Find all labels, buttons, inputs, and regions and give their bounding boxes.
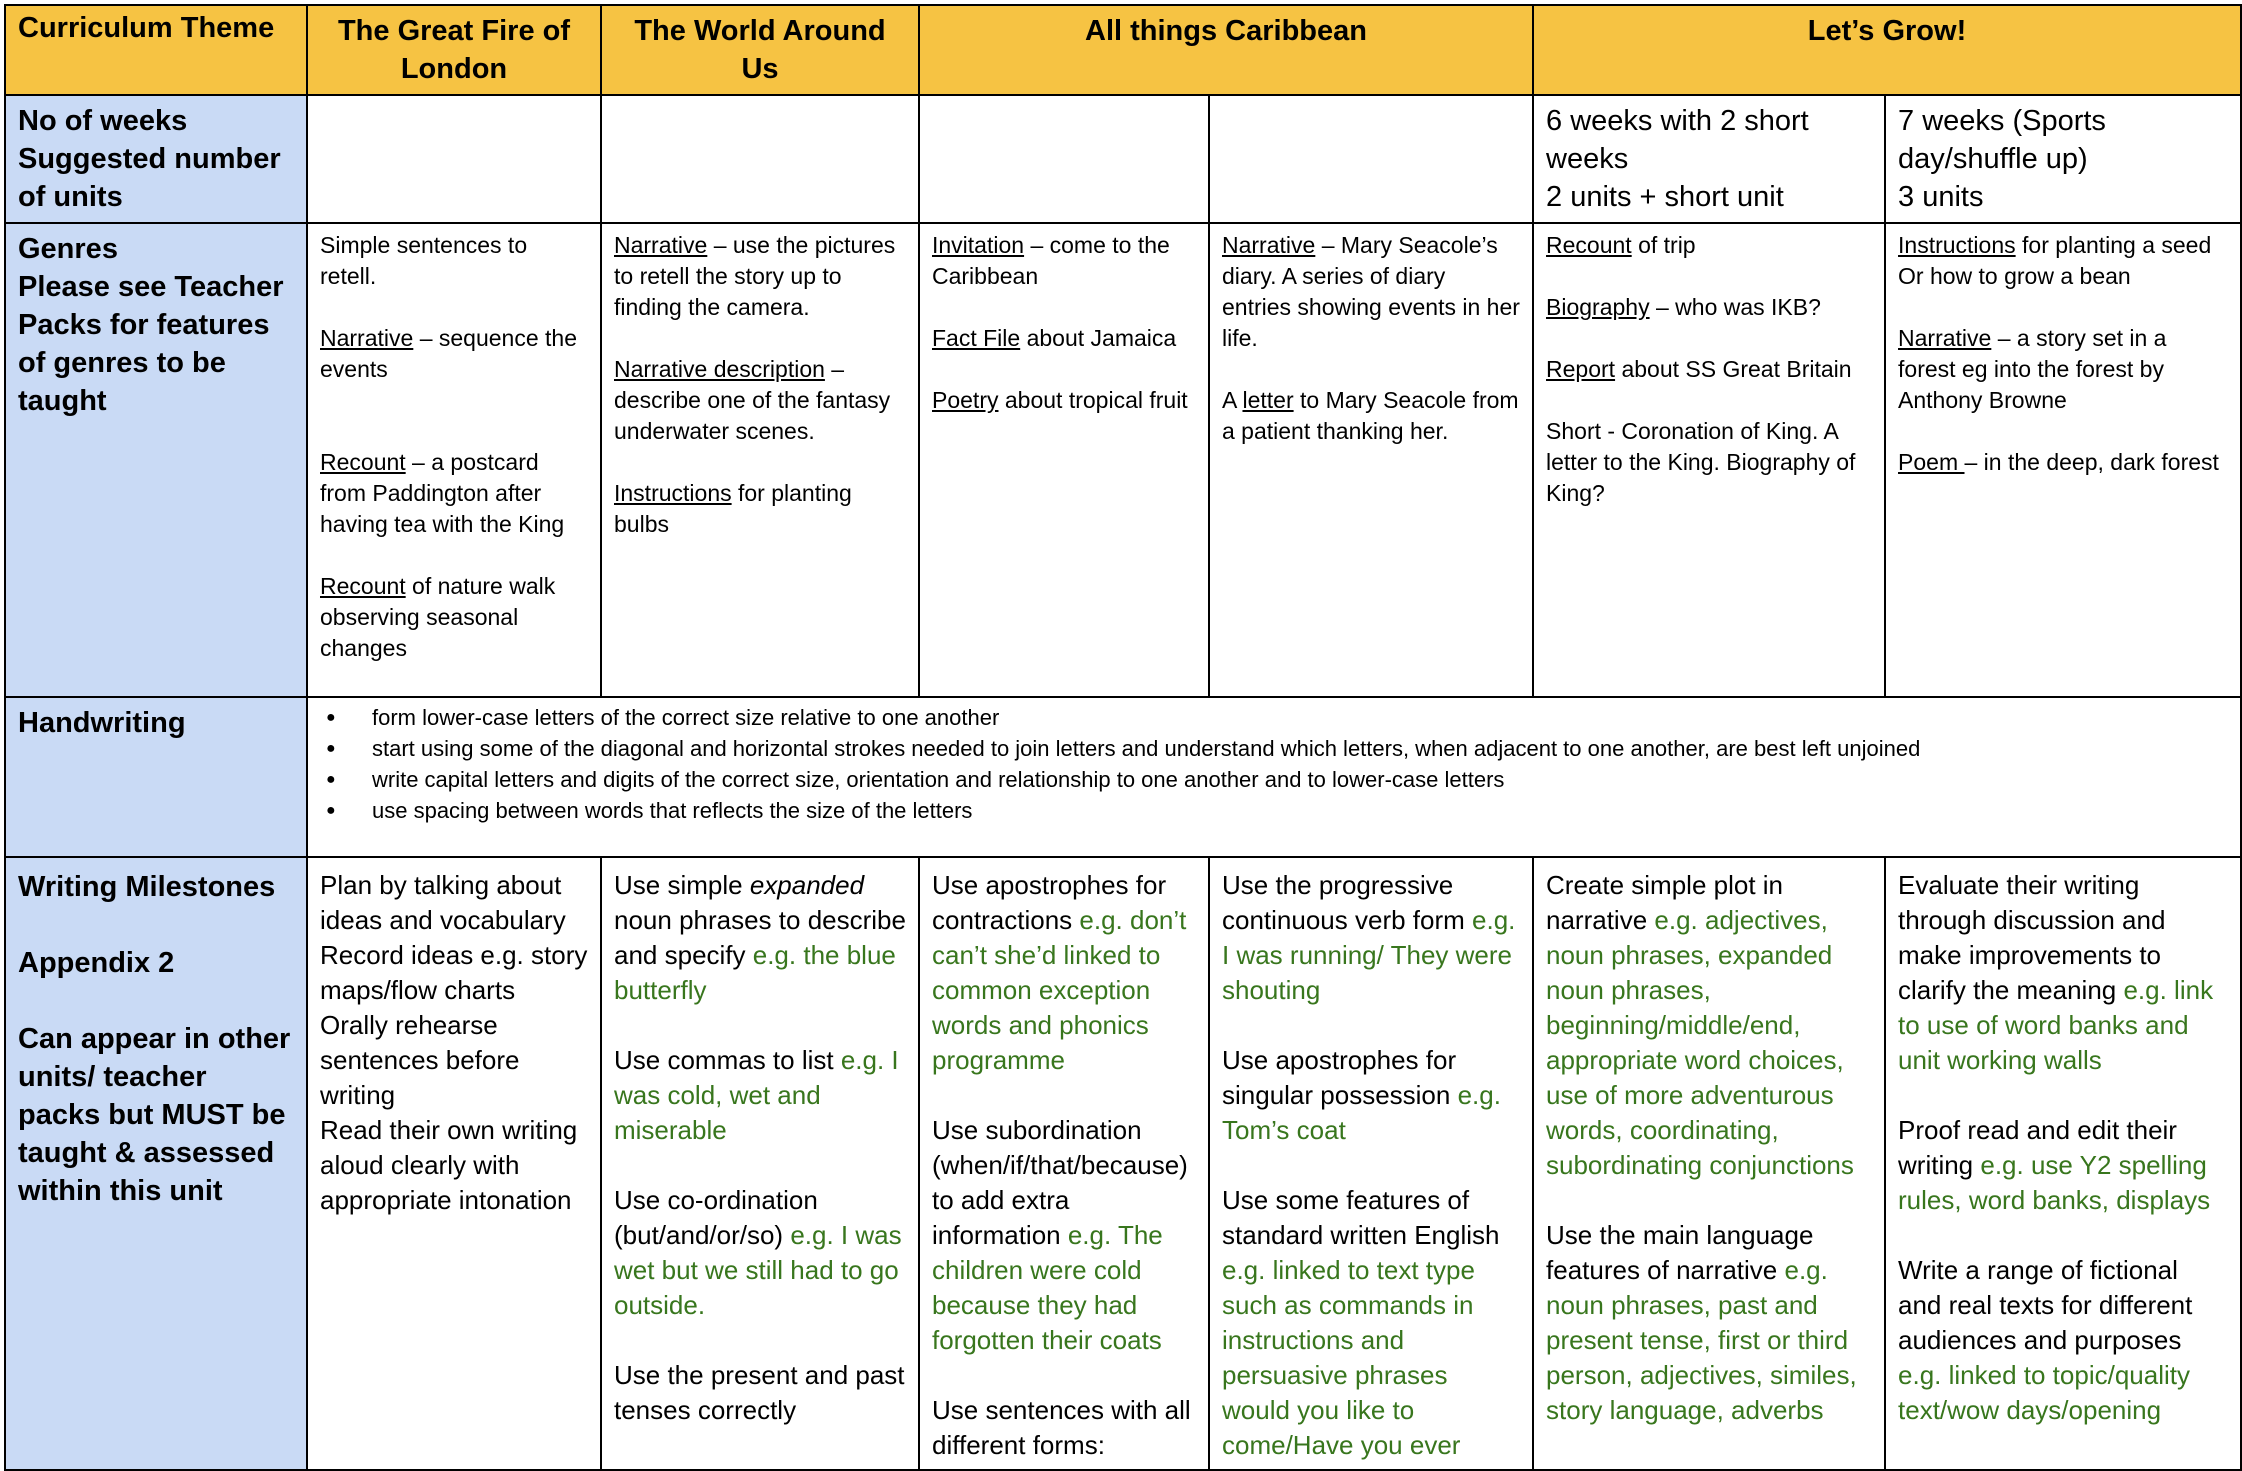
milestone-line: Use some features of standard written English e.g. linked to text type such as commands in instructions and persuasive phrases would you like to come/Have you ever bbox=[1222, 1185, 1500, 1460]
genres-label: Genres Please see Teacher Packs for features of genres to be taught bbox=[5, 223, 307, 697]
header-curriculum-theme: Curriculum Theme bbox=[5, 5, 307, 95]
genre-line: Recount of trip bbox=[1546, 232, 1696, 258]
milestone-line: Use the present and past tenses correctly bbox=[614, 1360, 905, 1425]
milestones-cell-lets-grow-2 bbox=[1885, 857, 2241, 1470]
milestone-line: Use sentences with all different forms: bbox=[932, 1395, 1191, 1460]
milestone-line: Use commas to list e.g. I was cold, wet and miserable bbox=[614, 1045, 899, 1145]
milestones-cell-caribbean-2 bbox=[1209, 857, 1533, 1470]
milestone-line: Use apostrophes for singular possession e.g. Tom’s coat bbox=[1222, 1045, 1501, 1145]
milestones-cell-caribbean-1 bbox=[919, 857, 1209, 1470]
genre-line: Poem – in the deep, dark forest bbox=[1898, 449, 2219, 475]
genre-line: Narrative – sequence the events bbox=[320, 325, 577, 382]
genre-line: Narrative – Mary Seacole’s diary. A series of diary entries showing events in her life. bbox=[1222, 232, 1520, 351]
weeks-cell bbox=[919, 95, 1209, 223]
milestone-line: Create simple plot in narrative e.g. adjectives, noun phrases, expanded noun phrases, beginning/middle/end, appropriate word choices, use of more adventurous words, coordinating, subordinating conjunctions bbox=[1546, 870, 1854, 1180]
genres-cell-caribbean-2 bbox=[1209, 223, 1533, 697]
weeks-cell bbox=[601, 95, 919, 223]
header-world-around-us: The World Around Us bbox=[601, 5, 919, 95]
milestones-cell-lets-grow-1 bbox=[1533, 857, 1885, 1470]
genre-line: Biography – who was IKB? bbox=[1546, 294, 1821, 320]
handwriting-list bbox=[320, 702, 2228, 826]
genre-line: Instructions for planting bulbs bbox=[614, 480, 852, 537]
genre-line: Simple sentences to retell. bbox=[320, 232, 528, 289]
genre-line: Narrative – use the pictures to retell the story up to finding the camera. bbox=[614, 232, 896, 320]
weeks-cell: 6 weeks with 2 short weeks 2 units + short unit bbox=[1533, 95, 1885, 223]
milestones-note: Can appear in other units/ teacher packs but MUST be taught & assessed within this unit bbox=[18, 1023, 291, 1207]
genre-line: Invitation – come to the Caribbean bbox=[932, 232, 1170, 289]
genres-cell-caribbean-1 bbox=[919, 223, 1209, 697]
genre-line: Report about SS Great Britain bbox=[1546, 356, 1852, 382]
milestone-line: Proof read and edit their writing e.g. use Y2 spelling rules, word banks, displays bbox=[1898, 1115, 2211, 1215]
milestone-line: Use the progressive continuous verb form e.g. I was running/ They were shouting bbox=[1222, 870, 1516, 1005]
list-item: ● write capital letters and digits of the correct size, orientation and relationship to one another and to lower-case letters bbox=[320, 764, 2228, 795]
genre-line: Narrative – a story set in a forest eg into the forest by Anthony Browne bbox=[1898, 325, 2167, 413]
genre-line: Poetry about tropical fruit bbox=[932, 387, 1188, 413]
milestones-label bbox=[5, 857, 307, 1470]
milestones-title: Writing Milestones bbox=[18, 871, 276, 903]
genres-cell-lets-grow-1 bbox=[1533, 223, 1885, 697]
genre-line: Short - Coronation of King. A letter to the King. Biography of King? bbox=[1546, 418, 1856, 506]
curriculum-table bbox=[4, 4, 2242, 1471]
genre-line: Recount of nature walk observing seasonal changes bbox=[320, 573, 556, 661]
milestones-cell-great-fire: Plan by talking about ideas and vocabulary Record ideas e.g. story maps/flow charts Orally rehearse sentences before writing Read their own writing aloud clearly with appropriate intonation bbox=[307, 857, 601, 1470]
genre-line: Narrative description – describe one of the fantasy underwater scenes. bbox=[614, 356, 891, 444]
weeks-cell bbox=[1209, 95, 1533, 223]
handwriting-cell bbox=[307, 697, 2241, 857]
milestone-line: Use co-ordination (but/and/or/so) e.g. I was wet but we still had to go outside. bbox=[614, 1185, 902, 1320]
milestone-line: Write a range of fictional and real texts for different audiences and purposes e.g. linked to topic/quality text/wow days/opening bbox=[1898, 1255, 2193, 1425]
list-item: ● form lower-case letters of the correct size relative to one another bbox=[320, 702, 2228, 733]
milestone-line: Use simple expanded noun phrases to describe and specify e.g. the blue butterfly bbox=[614, 870, 906, 1005]
weeks-cell bbox=[307, 95, 601, 223]
genres-cell-great-fire bbox=[307, 223, 601, 697]
list-item: ● use spacing between words that reflects the size of the letters bbox=[320, 795, 2228, 826]
milestones-cell-world-around-us bbox=[601, 857, 919, 1470]
header-great-fire: The Great Fire of London bbox=[307, 5, 601, 95]
genre-line: A letter to Mary Seacole from a patient thanking her. bbox=[1222, 387, 1519, 444]
weeks-label: No of weeks Suggested number of units bbox=[5, 95, 307, 223]
genres-cell-lets-grow-2 bbox=[1885, 223, 2241, 697]
milestone-line: Use the main language features of narrative e.g. noun phrases, past and present tense, first or third person, adjectives, similes, story language, adverbs bbox=[1546, 1220, 1857, 1425]
genre-line: Fact File about Jamaica bbox=[932, 325, 1177, 351]
genre-line: Recount – a postcard from Paddington after having tea with the King bbox=[320, 449, 565, 537]
weeks-cell: 7 weeks (Sports day/shuffle up) 3 units bbox=[1885, 95, 2241, 223]
milestone-line: Use subordination (when/if/that/because) to add extra information e.g. The children were cold because they had forgotten their coats bbox=[932, 1115, 1188, 1355]
handwriting-label: Handwriting bbox=[5, 697, 307, 857]
header-all-things-caribbean: All things Caribbean bbox=[919, 5, 1533, 95]
genres-cell-world-around-us bbox=[601, 223, 919, 697]
milestones-appendix: Appendix 2 bbox=[18, 947, 175, 979]
header-lets-grow: Let’s Grow! bbox=[1533, 5, 2241, 95]
list-item: ● start using some of the diagonal and horizontal strokes needed to join letters and understand which letters, when adjacent to one another, are best left unjoined bbox=[320, 733, 2228, 764]
genre-line: Instructions for planting a seed Or how to grow a bean bbox=[1898, 232, 2212, 289]
milestone-line: Evaluate their writing through discussion and make improvements to clarify the meaning e.g. link to use of word banks and unit working walls bbox=[1898, 870, 2214, 1075]
milestone-line: Use apostrophes for contractions e.g. don’t can’t she’d linked to common exception words and phonics programme bbox=[932, 870, 1187, 1075]
